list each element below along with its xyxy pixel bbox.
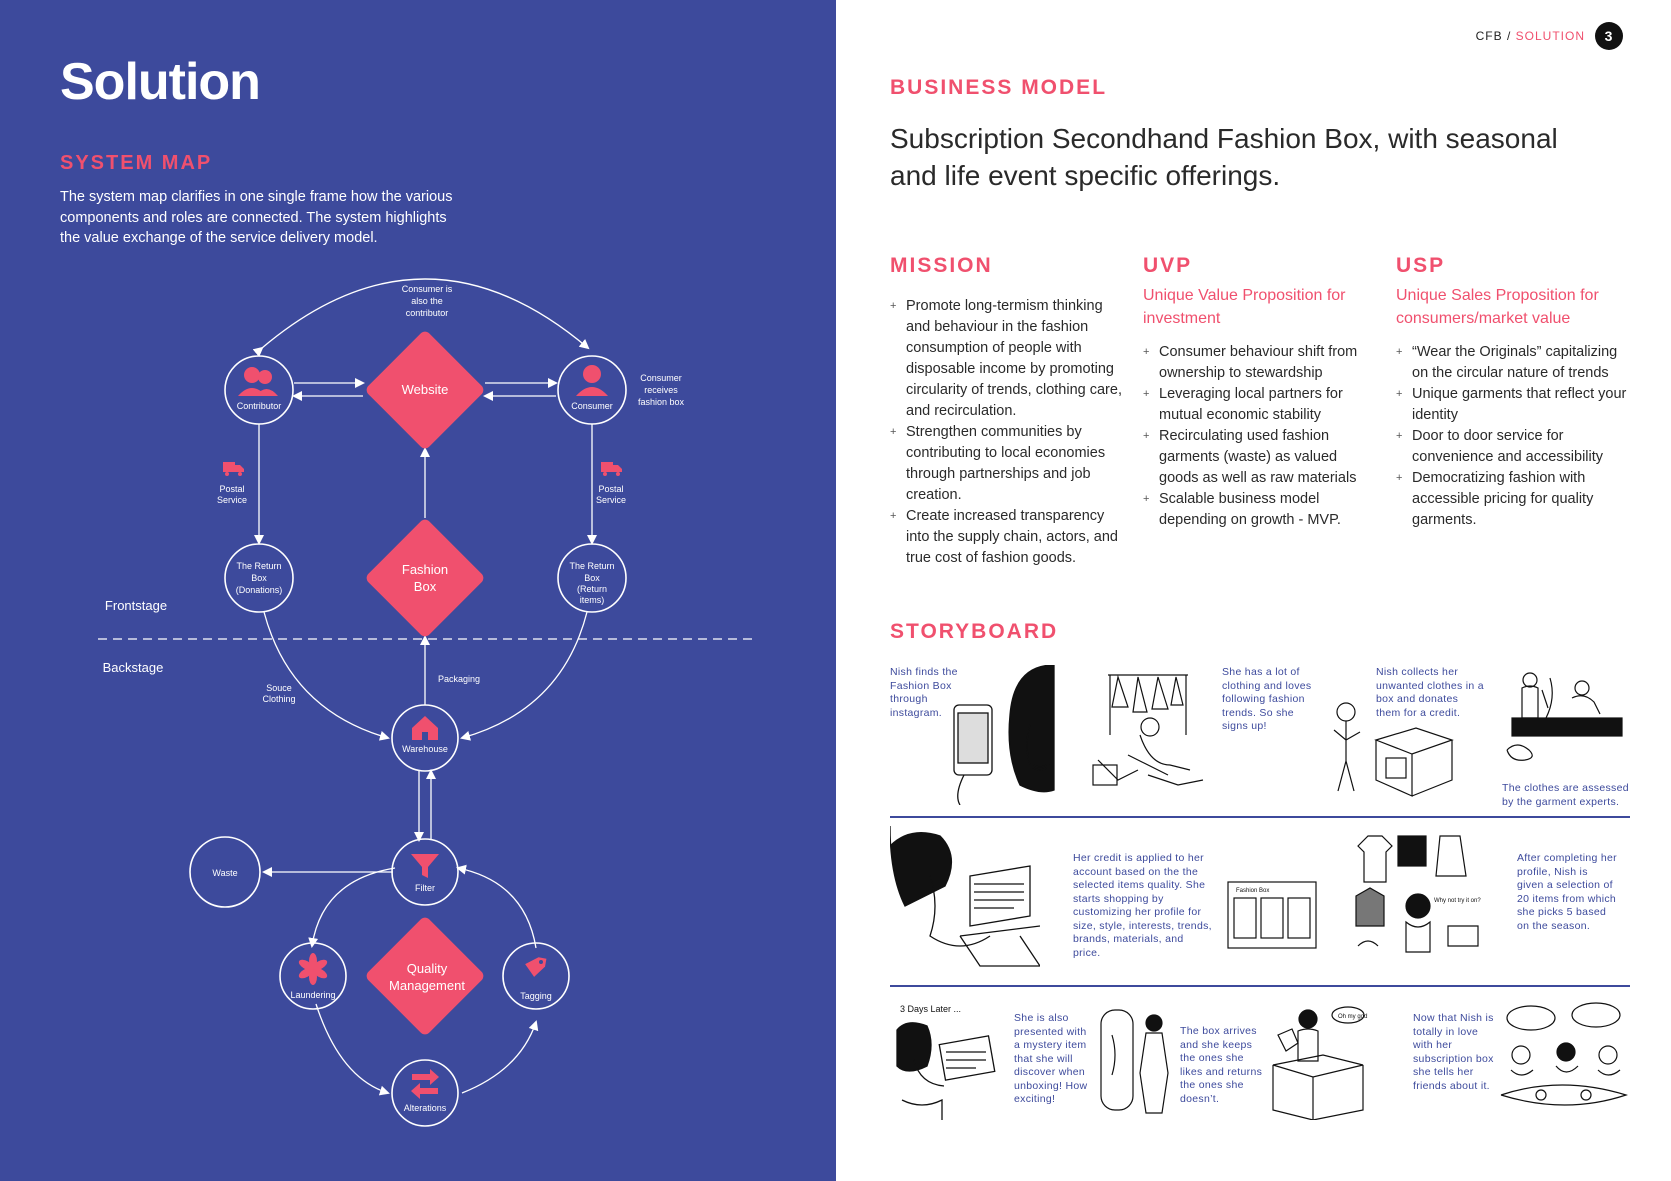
mission-item: + Promote long-termism thinking and behaviour in the fashion consumption of people with disposable income by promoting circularity of trends, clothing care, and recirculation.: [890, 296, 1125, 422]
header-separator: /: [1506, 29, 1512, 43]
storyboard-caption-7: She is also presented with a mystery item that she will discover when unboxing! How exciting!: [1014, 1012, 1088, 1105]
svg-text:Service: Service: [595, 495, 627, 505]
usp-item: + Door to door service for convenience and accessibility: [1396, 426, 1631, 468]
mission-item: + Strengthen communities by contributing to local economies through partnerships and job creation.: [890, 422, 1125, 506]
usp-item: + “Wear the Originals” capitalizing on the circular nature of trends: [1396, 342, 1631, 384]
storyboard-caption-2: She has a lot of clothing and loves following fashion trends. So she signs up!: [1222, 666, 1312, 732]
laundering-node: [280, 943, 346, 1009]
sketch-garment-experts: [1502, 668, 1632, 763]
page-number: 3: [1595, 22, 1623, 50]
postal-service-left: Postal: [219, 484, 245, 494]
return-box-items-node: [558, 544, 626, 612]
storyboard-caption-4: The clothes are assessed by the garment experts.: [1502, 782, 1629, 808]
sketch-box-label: Fashion Box: [1236, 888, 1270, 894]
contributors-icon: [238, 367, 278, 396]
sketch-three-days: 3 Days Later ...: [900, 1004, 962, 1014]
backstage-label: Backstage: [102, 660, 164, 675]
sketch-screen-selection: [1226, 880, 1318, 950]
usp-subtitle: Unique Sales Proposition for consumers/market value: [1396, 287, 1599, 327]
sketch-phone-instagram: [944, 665, 1068, 805]
warehouse-node: [392, 705, 458, 771]
svg-text:fashion box: fashion box: [637, 397, 685, 407]
uvp-item: + Leveraging local partners for mutual economic stability: [1143, 384, 1378, 426]
system-map-heading: SYSTEM MAP: [60, 152, 213, 174]
person-icon: [576, 365, 608, 396]
source-clothing-label: Souce: [266, 683, 292, 693]
packaging-label: Packaging: [437, 674, 481, 684]
usp-column: [1396, 254, 1631, 531]
uvp-heading: UVP: [1143, 254, 1193, 277]
tag-icon: [523, 955, 546, 978]
filter-node: [392, 839, 458, 905]
system-map-description: The system map clarifies in one single frame how the various components and roles are connected. The system highlights the value exchange of the service delivery model.: [60, 189, 453, 246]
svg-text:The Return: The Return: [569, 561, 615, 571]
mission-column: [890, 254, 1125, 569]
right-page: [836, 0, 1671, 1181]
svg-text:(Return: (Return: [576, 584, 608, 594]
consumer-contributor-note: Consumer is: [401, 284, 453, 294]
waste-node: [190, 837, 260, 907]
sketch-items-selection: [1348, 826, 1488, 966]
sketch-why-not: Why not try it on?: [1434, 898, 1481, 904]
sketch-laptop-shopping: [890, 826, 1040, 976]
usp-heading: USP: [1396, 254, 1446, 277]
uvp-item: + Scalable business model depending on growth - MVP.: [1143, 489, 1378, 531]
usp-item: + Democratizing fashion with accessible pricing for quality garments.: [1396, 468, 1631, 531]
svg-text:(Donations): (Donations): [235, 585, 283, 595]
business-model-statement: Subscription Secondhand Fashion Box, with seasonal and life event specific offerings.: [890, 123, 1558, 191]
sketch-mirror: [1096, 1005, 1176, 1120]
svg-text:Box: Box: [584, 573, 600, 583]
uvp-item: + Consumer behaviour shift from ownership to stewardship: [1143, 342, 1378, 384]
contributor-node: [225, 356, 293, 424]
storyboard-divider: [890, 985, 1630, 987]
receives-box-note: Consumer: [640, 373, 682, 383]
page-header: [1476, 22, 1623, 50]
mission-item: + Create increased transparency into the supply chain, actors, and true cost of fashion goods.: [890, 506, 1125, 569]
svg-text:Contributor: Contributor: [236, 401, 282, 411]
header-section: SOLUTION: [1515, 29, 1585, 43]
uvp-item: + Recirculating used fashion garments (waste) as valued goods as well as raw materials: [1143, 426, 1378, 489]
return-box-donations-node: [225, 544, 293, 612]
header-brand: CFB: [1475, 29, 1503, 43]
svg-text:receives: receives: [644, 385, 678, 395]
svg-text:Service: Service: [216, 495, 248, 505]
storyboard-caption-8: The box arrives and she keeps the ones she likes and returns the ones she doesn’t.: [1180, 1025, 1263, 1105]
storyboard-caption-6: After completing her profile, Nish is given a selection of 20 items from which she picks 5 based on the season.: [1517, 852, 1617, 932]
website-node: [364, 329, 486, 451]
fashion-box-node: [364, 517, 486, 639]
svg-text:Warehouse: Warehouse: [402, 744, 448, 754]
truck-icon: [223, 462, 244, 476]
svg-text:Laundering: Laundering: [290, 990, 336, 1000]
uvp-subtitle: Unique Value Proposition for investment: [1143, 287, 1346, 327]
business-model-heading: BUSINESS MODEL: [890, 76, 1108, 99]
postal-service-right: Postal: [598, 484, 624, 494]
frontstage-label: Frontstage: [104, 598, 168, 613]
mission-heading: MISSION: [890, 254, 993, 277]
svg-text:Clothing: Clothing: [262, 694, 296, 704]
svg-text:Box: Box: [251, 573, 267, 583]
swap-arrows-icon: [411, 1069, 439, 1099]
svg-text:contributor: contributor: [405, 308, 449, 318]
storyboard-heading: STORYBOARD: [890, 620, 1059, 643]
svg-text:Consumer: Consumer: [571, 401, 613, 411]
storyboard-caption-3: Nish collects her unwanted clothes in a box and donates them for a credit.: [1376, 666, 1484, 719]
tagging-node: [503, 943, 569, 1009]
svg-text:Box: Box: [413, 579, 437, 594]
svg-text:Filter: Filter: [415, 883, 435, 893]
storyboard-caption-5: Her credit is applied to her account based on the the selected items quality. She starts shopping by customizing her profile for size, style, interests, trends, brands, materials, and price.: [1073, 852, 1212, 959]
uvp-column: [1143, 254, 1378, 531]
sketch-donation-box: [1326, 700, 1456, 800]
svg-text:Management: Management: [389, 978, 465, 993]
sketch-clothes-rack: [1088, 665, 1213, 795]
storyboard-divider: [890, 816, 1630, 818]
svg-text:items): items): [579, 595, 605, 605]
sketch-return-box: [1268, 1005, 1368, 1120]
storyboard-caption-9: Now that Nish is totally in love with her subscription box she tells her friends about it.: [1413, 1012, 1494, 1092]
svg-text:also the: also the: [411, 296, 443, 306]
svg-text:Waste: Waste: [212, 868, 238, 878]
storyboard-caption-1: Nish finds the Fashion Box through instagram.: [890, 666, 958, 719]
fan-icon: [297, 953, 329, 985]
svg-text:The Return: The Return: [236, 561, 282, 571]
truck-icon: [601, 462, 622, 476]
svg-text:Tagging: Tagging: [520, 991, 552, 1001]
funnel-icon: [411, 854, 439, 878]
sketch-oh-my: Oh my god!: [1338, 1014, 1368, 1020]
svg-text:Website: Website: [401, 382, 449, 397]
sketch-friends-dinner: [1496, 1000, 1631, 1120]
alterations-node: [392, 1060, 458, 1126]
consumer-node: [558, 356, 626, 424]
svg-text:Quality: Quality: [406, 961, 448, 976]
sketch-mystery-item: [892, 1000, 1002, 1122]
svg-text:Fashion: Fashion: [401, 562, 449, 577]
svg-text:Alterations: Alterations: [403, 1103, 447, 1113]
quality-management-node: [364, 915, 486, 1037]
usp-item: + Unique garments that reflect your identity: [1396, 384, 1631, 426]
page-title: Solution: [60, 53, 260, 111]
